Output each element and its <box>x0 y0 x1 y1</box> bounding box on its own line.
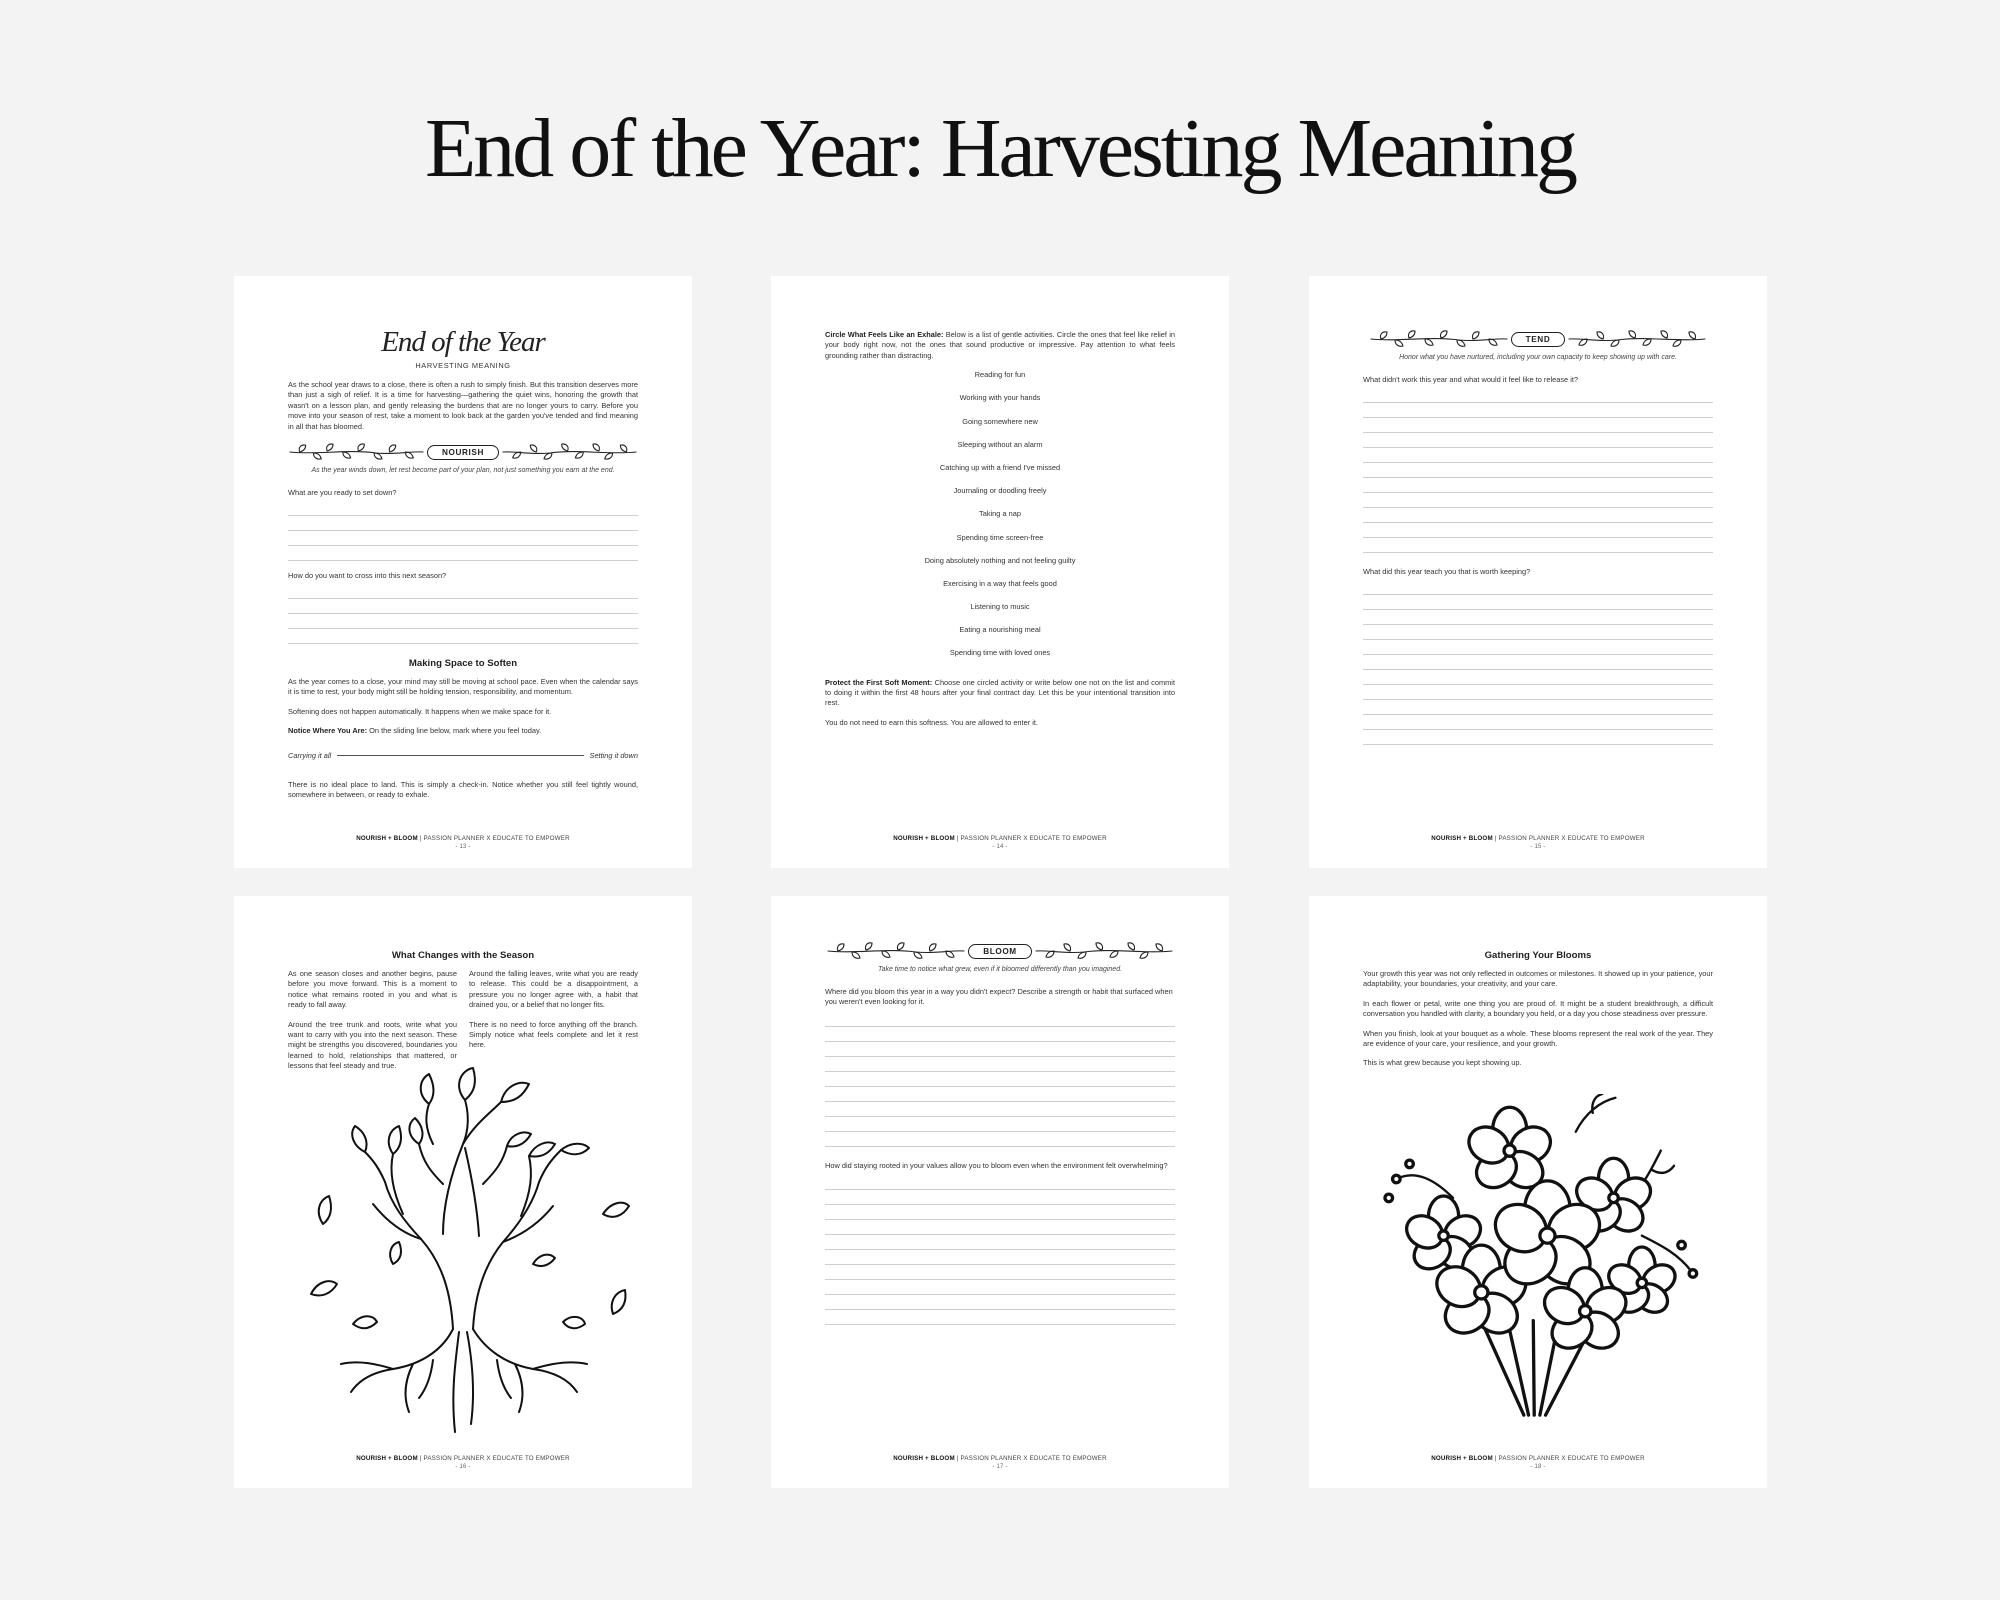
prompt-question: How do you want to cross into this next season? <box>288 571 447 581</box>
footer-tagline: PASSION PLANNER X EDUCATE TO EMPOWER <box>960 1455 1107 1462</box>
activity-item[interactable]: Taking a nap <box>979 509 1021 519</box>
writing-line[interactable] <box>1363 538 1713 553</box>
writing-line[interactable] <box>1363 478 1713 493</box>
footer-tagline: PASSION PLANNER X EDUCATE TO EMPOWER <box>423 835 570 842</box>
writing-line[interactable] <box>825 1117 1175 1132</box>
writing-line[interactable] <box>825 1265 1175 1280</box>
footer-brand: NOURISH + BLOOM <box>1431 1455 1493 1462</box>
banner-note: Take time to notice what grew, even if it bloomed differently than you imagined. <box>877 966 1123 973</box>
footer-sep: | <box>1492 1455 1499 1462</box>
banner-note: As the year winds down, let rest become part of your plan, not just something you earn at the end. <box>311 467 615 475</box>
tree-illustration-icon[interactable] <box>293 1064 633 1444</box>
writing-line[interactable] <box>1363 433 1713 448</box>
intro-text: As the school year draws to a close, there is often a rush to simply finish. But this transition deserves more than just a sigh of relief. It is a time for harvesting—gathering the quiet wins, honoring the growth that wasn't on a lesson plan, and gently releasing the burdens that are no longer yours to carry. Before you move into your season of rest, take a moment to look back at the garden you've tended and find meaning in all that has bloomed. <box>288 380 638 431</box>
footer-brand: NOURISH + BLOOM <box>1431 835 1493 842</box>
page-footer <box>234 835 692 850</box>
footer-sep: | <box>417 835 424 842</box>
activity-item[interactable]: Doing absolutely nothing and not feeling guilty <box>924 555 1076 565</box>
circle-label: Circle What Feels Like an Exhale: <box>825 330 944 339</box>
writing-line[interactable] <box>1363 700 1713 715</box>
slider-left-label: Carrying it all <box>288 750 332 760</box>
writing-line[interactable] <box>825 1175 1175 1190</box>
writing-line[interactable] <box>1363 640 1713 655</box>
activity-item[interactable]: Spending time screen-free <box>956 532 1044 542</box>
body-paragraph <box>288 726 638 736</box>
prompt-question: How did staying rooted in your values allow you to bloom even when the environment felt overwhelming? <box>825 1160 1168 1170</box>
body-paragraph: As one season closes and another begins, pause before you move forward. This is a moment to notice what remains rooted in you and what is ready to fall away. <box>288 969 457 1010</box>
footer-brand: NOURISH + BLOOM <box>893 1455 955 1462</box>
writing-line[interactable] <box>825 1027 1175 1042</box>
writing-line[interactable] <box>825 1087 1175 1102</box>
slider-track[interactable] <box>337 755 583 756</box>
page-number: - 16 - <box>455 1464 471 1470</box>
writing-lines[interactable] <box>288 501 638 561</box>
banner-note: Honor what you have nurtured, including your own capacity to keep showing up with care. <box>1399 354 1677 361</box>
footer-brand: NOURISH + BLOOM <box>356 1455 418 1462</box>
section-banner <box>825 940 1175 962</box>
vine-ornament-icon <box>288 441 425 463</box>
feeling-slider[interactable] <box>288 751 638 760</box>
footer-brand: NOURISH + BLOOM <box>356 835 418 842</box>
writing-line[interactable] <box>825 1235 1175 1250</box>
writing-line[interactable] <box>825 1057 1175 1072</box>
body-paragraph: There is no ideal place to land. This is simply a check-in. Notice whether you still feel tightly wound, somewhere in between, or ready to exhale. <box>288 779 638 800</box>
activity-item[interactable]: Catching up with a friend I've missed <box>939 462 1061 472</box>
page-number: - 13 - <box>455 844 471 850</box>
body-paragraph: Your growth this year was not only reflected in outcomes or milestones. It showed up in your patience, your adaptability, your boundaries, your creativity, and your care. <box>1363 969 1713 989</box>
writing-lines[interactable] <box>825 1175 1175 1325</box>
prompt-question: What are you ready to set down? <box>288 488 397 498</box>
activity-item[interactable]: Listening to music <box>970 602 1030 612</box>
writing-line[interactable] <box>1363 670 1713 685</box>
page-number: - 18 - <box>1530 1464 1546 1470</box>
activity-item[interactable]: Eating a nourishing meal <box>959 625 1041 635</box>
banner-label: BLOOM <box>968 944 1031 959</box>
circle-text: Below is a list of gentle activities. Circle the ones that feel like relief in your body right now, not the ones that sound productive or impressive. Pay attention to what feels grounding rather than distracting. <box>825 330 1175 360</box>
page-18 <box>1309 896 1767 1488</box>
notice-text: On the sliding line below, mark where you feel today. <box>367 726 542 736</box>
writing-line[interactable] <box>1363 625 1713 640</box>
activity-item[interactable]: Going somewhere new <box>962 416 1038 426</box>
body-paragraph: This is what grew because you kept showing up. <box>1363 1058 1522 1068</box>
page-subheading: HARVESTING MEANING <box>415 361 511 370</box>
writing-line[interactable] <box>1363 685 1713 700</box>
writing-line[interactable] <box>1363 595 1713 610</box>
page-number: - 17 - <box>992 1464 1008 1470</box>
body-paragraph: When you finish, look at your bouquet as a whole. These blooms represent the real work of the year. They are evidence of your care, your resilience, and your growth. <box>1363 1028 1713 1049</box>
body-paragraph: There is no need to force anything off the branch. Simply notice what feels complete and let it rest here. <box>469 1019 638 1050</box>
notice-label: Notice Where You Are: <box>288 726 368 736</box>
writing-line[interactable] <box>825 1220 1175 1235</box>
writing-line[interactable] <box>1363 508 1713 523</box>
page-footer <box>771 835 1229 850</box>
prompt-question: Where did you bloom this year in a way you didn't expect? Describe a strength or habit that surfaced when you weren't even looking for it. <box>825 987 1173 1007</box>
protect-text: Choose one circled activity or write below one not on the list and commit to doing it within the first 48 hours after your final contract day. Let this be your intentional transition into rest. <box>825 677 1176 708</box>
vine-ornament-icon <box>1034 940 1174 962</box>
section-heading: Gathering Your Blooms <box>1484 950 1592 961</box>
activity-item[interactable]: Exercising in a way that feels good <box>943 578 1057 588</box>
page-14 <box>771 276 1229 868</box>
page-number: - 14 - <box>992 844 1008 850</box>
footer-tagline: PASSION PLANNER X EDUCATE TO EMPOWER <box>1498 835 1645 842</box>
writing-line[interactable] <box>1363 463 1713 478</box>
writing-line[interactable] <box>825 1102 1175 1117</box>
writing-line[interactable] <box>1363 715 1713 730</box>
writing-line[interactable] <box>825 1190 1175 1205</box>
page-heading: End of the Year <box>381 326 545 358</box>
writing-line[interactable] <box>1363 493 1713 508</box>
main-title: End of the Year: Harvesting Meaning <box>424 102 1576 195</box>
footer-sep: | <box>417 1455 424 1462</box>
footer-sep: | <box>1492 835 1499 842</box>
writing-line[interactable] <box>1363 610 1713 625</box>
writing-line[interactable] <box>1363 448 1713 463</box>
activity-item[interactable]: Working with your hands <box>959 393 1041 403</box>
activity-item[interactable]: Sleeping without an alarm <box>957 439 1043 449</box>
writing-line[interactable] <box>1363 388 1713 403</box>
banner-label: TEND <box>1511 332 1566 347</box>
page-17 <box>771 896 1229 1488</box>
body-paragraph: Around the tree trunk and roots, write what you want to carry with you into the next season. These might be strengths you discovered, boundaries you learned to hold, relationships that mattered, or lessons that feel steady and true. <box>288 1019 457 1071</box>
writing-line[interactable] <box>825 1072 1175 1087</box>
vine-ornament-icon <box>501 441 638 463</box>
footer-sep: | <box>954 835 961 842</box>
writing-line[interactable] <box>1363 418 1713 433</box>
footer-tagline: PASSION PLANNER X EDUCATE TO EMPOWER <box>423 1455 570 1462</box>
section-banner <box>288 441 638 463</box>
writing-line[interactable] <box>1363 580 1713 595</box>
writing-line[interactable] <box>825 1310 1175 1325</box>
body-paragraph <box>825 330 1175 361</box>
writing-lines[interactable] <box>825 1012 1175 1147</box>
writing-line[interactable] <box>825 1295 1175 1310</box>
banner-label: NOURISH <box>427 445 499 460</box>
writing-lines[interactable] <box>288 584 638 644</box>
writing-line[interactable] <box>825 1132 1175 1147</box>
writing-line[interactable] <box>1363 523 1713 538</box>
footer-tagline: PASSION PLANNER X EDUCATE TO EMPOWER <box>1498 1455 1645 1462</box>
writing-line[interactable] <box>825 1250 1175 1265</box>
footer-tagline: PASSION PLANNER X EDUCATE TO EMPOWER <box>960 835 1107 842</box>
prompt-question: What did this year teach you that is worth keeping? <box>1363 567 1531 576</box>
body-paragraph <box>825 678 1175 709</box>
body-paragraph: As the year comes to a close, your mind may still be moving at school pace. Even when the calendar says it is time to rest, your body might still be holding tension, responsibility, and momentum. <box>288 677 638 697</box>
writing-line[interactable] <box>825 1280 1175 1295</box>
page-footer <box>234 1455 692 1470</box>
vine-ornament-icon <box>1567 328 1707 350</box>
writing-line[interactable] <box>1363 730 1713 745</box>
slider-right-label: Setting it down <box>589 750 638 760</box>
vine-ornament-icon <box>1369 328 1509 350</box>
protect-label: Protect the First Soft Moment: <box>825 677 933 687</box>
page-number: - 15 - <box>1530 844 1546 850</box>
page-16 <box>234 896 692 1488</box>
bouquet-illustration-icon[interactable] <box>1353 1094 1723 1434</box>
page-footer <box>1309 1455 1767 1470</box>
page-15 <box>1309 276 1767 868</box>
body-paragraph: You do not need to earn this softness. You are allowed to enter it. <box>825 717 1038 727</box>
footer-sep: | <box>954 1455 961 1462</box>
activity-item[interactable]: Journaling or doodling freely <box>953 486 1047 496</box>
vine-ornament-icon <box>826 940 966 962</box>
activity-item[interactable]: Reading for fun <box>974 370 1026 380</box>
footer-brand: NOURISH + BLOOM <box>893 835 955 842</box>
writing-lines[interactable] <box>1363 388 1713 553</box>
body-paragraph: Around the falling leaves, write what you are ready to release. This could be a disappointment, a pressure you no longer agree with, a habit that drained you, or a belief that no longer fits. <box>469 969 638 1010</box>
writing-line[interactable] <box>1363 655 1713 670</box>
writing-line[interactable] <box>825 1012 1175 1027</box>
writing-line[interactable] <box>825 1205 1175 1220</box>
body-paragraph: In each flower or petal, write one thing you are proud of. It might be a student breakthrough, a difficult conversation you handled with clarity, a boundary you held, or a day you chose steadiness over pressure. <box>1363 998 1713 1019</box>
page-footer <box>771 1455 1229 1470</box>
page-footer <box>1309 835 1767 850</box>
section-heading: Making Space to Soften <box>408 658 518 670</box>
writing-line[interactable] <box>1363 403 1713 418</box>
activity-list <box>825 370 1175 671</box>
section-banner <box>1363 328 1713 350</box>
page-13 <box>234 276 692 868</box>
prompt-question: What didn't work this year and what would it feel like to release it? <box>1363 375 1579 384</box>
writing-line[interactable] <box>825 1042 1175 1057</box>
body-paragraph: Softening does not happen automatically. It happens when we make space for it. <box>288 706 552 716</box>
writing-lines[interactable] <box>1363 580 1713 745</box>
section-heading: What Changes with the Season <box>391 950 535 961</box>
activity-item[interactable]: Spending time with loved ones <box>949 648 1051 658</box>
